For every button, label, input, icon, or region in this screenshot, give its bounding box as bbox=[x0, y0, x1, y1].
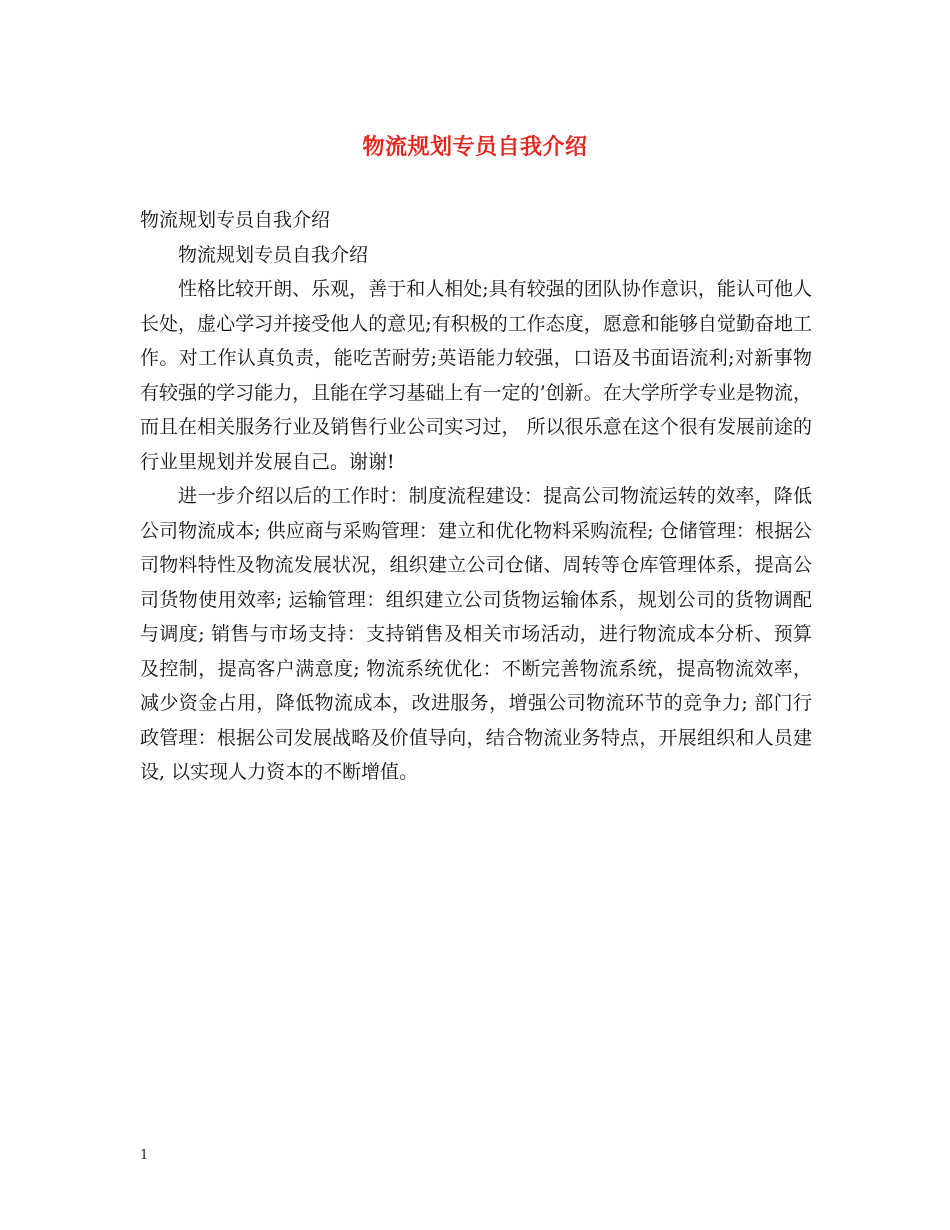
document-body bbox=[140, 203, 812, 790]
body-subheading: 物流规划专员自我介绍 bbox=[178, 243, 369, 266]
body-heading: 物流规划专员自我介绍 bbox=[140, 209, 331, 231]
page-number: 1 bbox=[140, 1148, 149, 1163]
document-title: 物流规划专员自我介绍 bbox=[362, 134, 588, 160]
paragraph-personality: 性格比较开朗、乐观，善于和人相处;具有较强的团队协作意识，能认可他人长处，虚心学习并接受他人的意见;有积极的工作态度，愿意和能够自觉勤奋地工作。对工作认真负责，能吃苦耐劳;英语能力较强，口语及书面语流利;对新事物有较强的学习能力，且能在学习基础上有一定的’创新。在大学所学专业是物流， 而且在相关服务行业及销售行业公司实习过， 所以很乐意在这个很有发展前途的行业里规划并发展自己。谢谢! bbox=[140, 278, 812, 473]
paragraph-work-plan: 进一步介绍以后的工作时：制度流程建设：提高公司物流运转的效率，降低公司物流成本; 供应商与采购管理：建立和优化物料采购流程; 仓储管理：根据公司物料特性及物流发展状况，组织建立公司仓储、周转等仓库管理体系，提高公司货物使用效率; 运输管理：组织建立公司货物运输体系，规划公司的货物调配与调度; 销售与市场支持：支持销售及相关市场活动，进行物流成本分析、预算及控制，提高客户满意度; 物流系统优化：不断完善物流系统，提高物流效率，减少资金占用，降低物流成本，改进服务，增强公司物流环节的竞争力; 部门行政管理：根据公司发展战略及价值导向，结合物流业务特点，开展组织和人员建设, 以实现人力资本的不断增值。 bbox=[140, 485, 812, 783]
